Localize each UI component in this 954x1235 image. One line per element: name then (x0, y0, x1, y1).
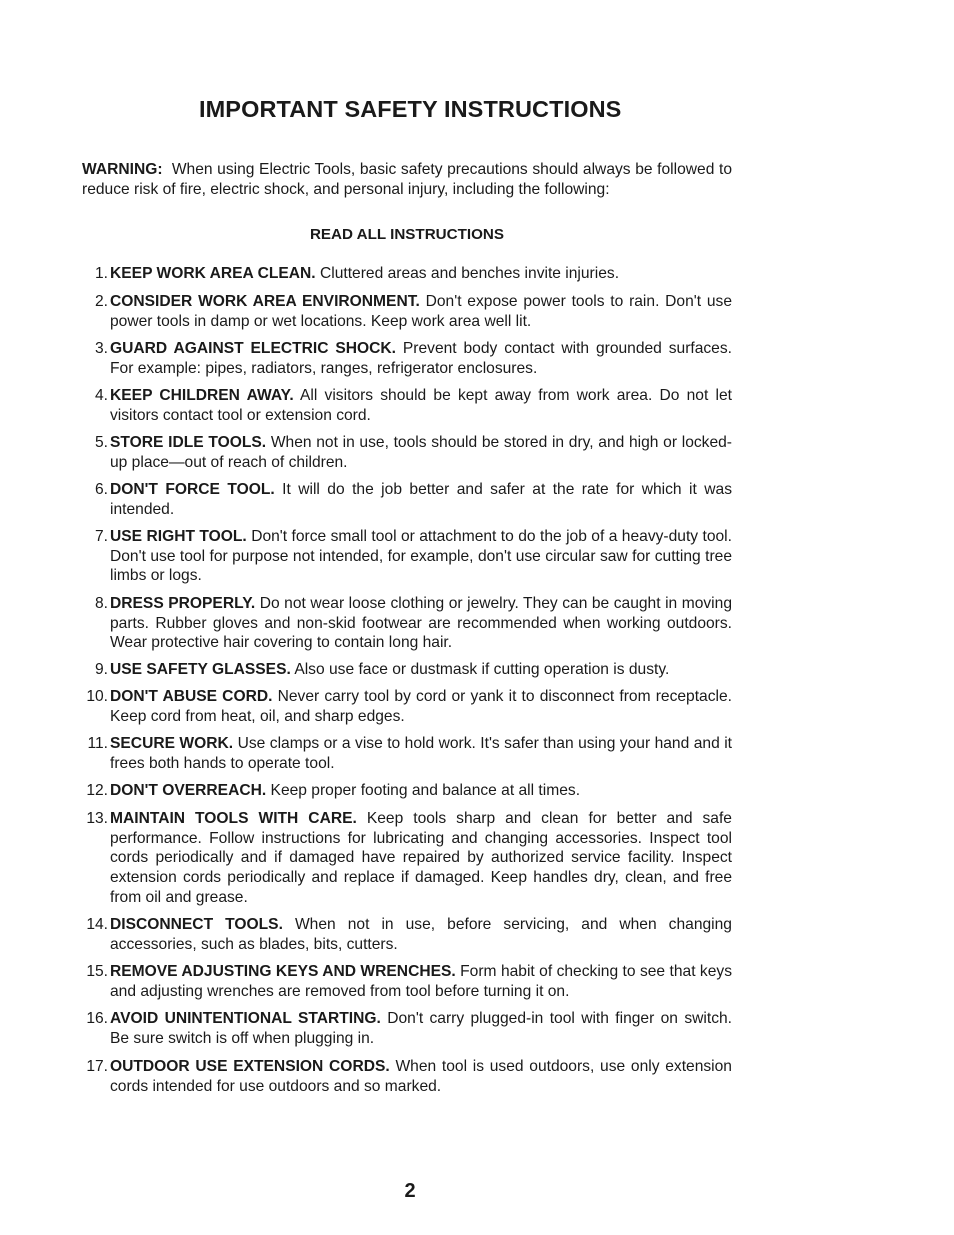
item-text: When not in use, before servicing, and when changing accessories, such as blades, bits, cutters. (110, 916, 732, 953)
item-text: When tool is used outdoors, use only extension cords intended for use outdoors and so marked. (110, 1058, 732, 1095)
item-number: 14. (86, 916, 108, 933)
item-number: 11. (87, 735, 108, 752)
item-text: Do not wear loose clothing or jewelry. They can be caught in moving parts. Rubber gloves and non-skid footwear are recommended when working outdoors. Wear protective hair covering to contain long hair. (110, 595, 732, 652)
item-number: 13. (86, 810, 108, 827)
item-heading: STORE IDLE TOOLS. (110, 434, 267, 451)
item-heading: GUARD AGAINST ELECTRIC SHOCK. (110, 340, 397, 357)
warning-paragraph (82, 160, 732, 200)
item-number: 10. (86, 688, 108, 705)
item-text: Prevent body contact with grounded surfaces. For example: pipes, radiators, ranges, refrigerator enclosures. (110, 340, 732, 377)
item-heading: DON'T ABUSE CORD. (110, 688, 273, 705)
item-number: 15. (86, 963, 108, 980)
item-number: 2. (94, 293, 108, 310)
item-text: Keep proper footing and balance at all times. (270, 782, 581, 799)
item-number: 8. (94, 595, 108, 612)
item-number: 6. (94, 481, 108, 498)
item-text: Don't carry plugged-in tool with finger on switch. Be sure switch is off when plugging in. (110, 1010, 732, 1047)
item-number: 3. (94, 340, 108, 357)
item-heading: USE SAFETY GLASSES. (110, 661, 291, 678)
item-number: 7. (94, 528, 108, 545)
item-number: 12. (86, 782, 108, 799)
item-text: Form habit of checking to see that keys and adjusting wrenches are removed from tool before turning it on. (110, 963, 732, 1000)
item-heading: DON'T FORCE TOOL. (110, 481, 275, 498)
item-number: 16. (86, 1010, 108, 1027)
item-text: Don't force small tool or attachment to do the job of a heavy-duty tool. Don't use tool for purpose not intended, for example, don't use circular saw for cutting tree limbs or logs. (110, 528, 732, 585)
item-heading: DISCONNECT TOOLS. (110, 916, 283, 933)
item-text: Never carry tool by cord or yank it to disconnect from receptacle. Keep cord from heat, oil, and sharp edges. (110, 688, 732, 725)
item-text: Cluttered areas and benches invite injuries. (319, 265, 620, 282)
item-heading: SECURE WORK. (110, 735, 234, 752)
item-text: Don't expose power tools to rain. Don't use power tools in damp or wet locations. Keep work area well lit. (110, 293, 732, 330)
item-heading: DRESS PROPERLY. (110, 595, 256, 612)
item-heading: MAINTAIN TOOLS WITH CARE. (110, 810, 357, 827)
item-text: All visitors should be kept away from work area. Do not let visitors contact tool or extension cord. (110, 387, 732, 424)
page-number: 2 (404, 1180, 416, 1202)
item-heading: REMOVE ADJUSTING KEYS AND WRENCHES. (110, 963, 456, 980)
item-heading: KEEP CHILDREN AWAY. (110, 387, 294, 404)
read-all-instructions-heading: READ ALL INSTRUCTIONS (309, 226, 505, 243)
item-heading: CONSIDER WORK AREA ENVIRONMENT. (110, 293, 420, 310)
page-title: IMPORTANT SAFETY INSTRUCTIONS (199, 96, 622, 122)
item-heading: DON'T OVERREACH. (110, 782, 267, 799)
item-text: Use clamps or a vise to hold work. It's safer than using your hand and it frees both hands to operate tool. (110, 735, 732, 772)
item-heading: OUTDOOR USE EXTENSION CORDS. (110, 1058, 390, 1075)
item-heading: KEEP WORK AREA CLEAN. (110, 265, 316, 282)
item-text: When not in use, tools should be stored in dry, and high or locked-up place—out of reach of children. (110, 434, 732, 471)
warning-text: When using Electric Tools, basic safety precautions should always be followed to reduce risk of fire, electric shock, and personal injury, including the following: (82, 161, 732, 198)
item-number: 5. (94, 434, 108, 451)
item-text: Keep tools sharp and clean for better and safe performance. Follow instructions for lubricating and changing accessories. Inspect tool cords periodically and if damaged have repaired by authorized service facility. Inspect extension cords periodically and replace if damaged. Keep handles dry, clean, and free from oil and grease. (110, 810, 732, 906)
item-heading: AVOID UNINTENTIONAL STARTING. (110, 1010, 381, 1027)
item-number: 9. (94, 661, 108, 678)
item-text: Also use face or dustmask if cutting operation is dusty. (294, 661, 670, 678)
item-number: 1. (94, 265, 108, 282)
item-heading: USE RIGHT TOOL. (110, 528, 247, 545)
item-text: It will do the job better and safer at the rate for which it was intended. (110, 481, 732, 518)
item-number: 17. (86, 1058, 108, 1075)
item-number: 4. (94, 387, 108, 404)
warning-label: WARNING: (82, 161, 163, 178)
